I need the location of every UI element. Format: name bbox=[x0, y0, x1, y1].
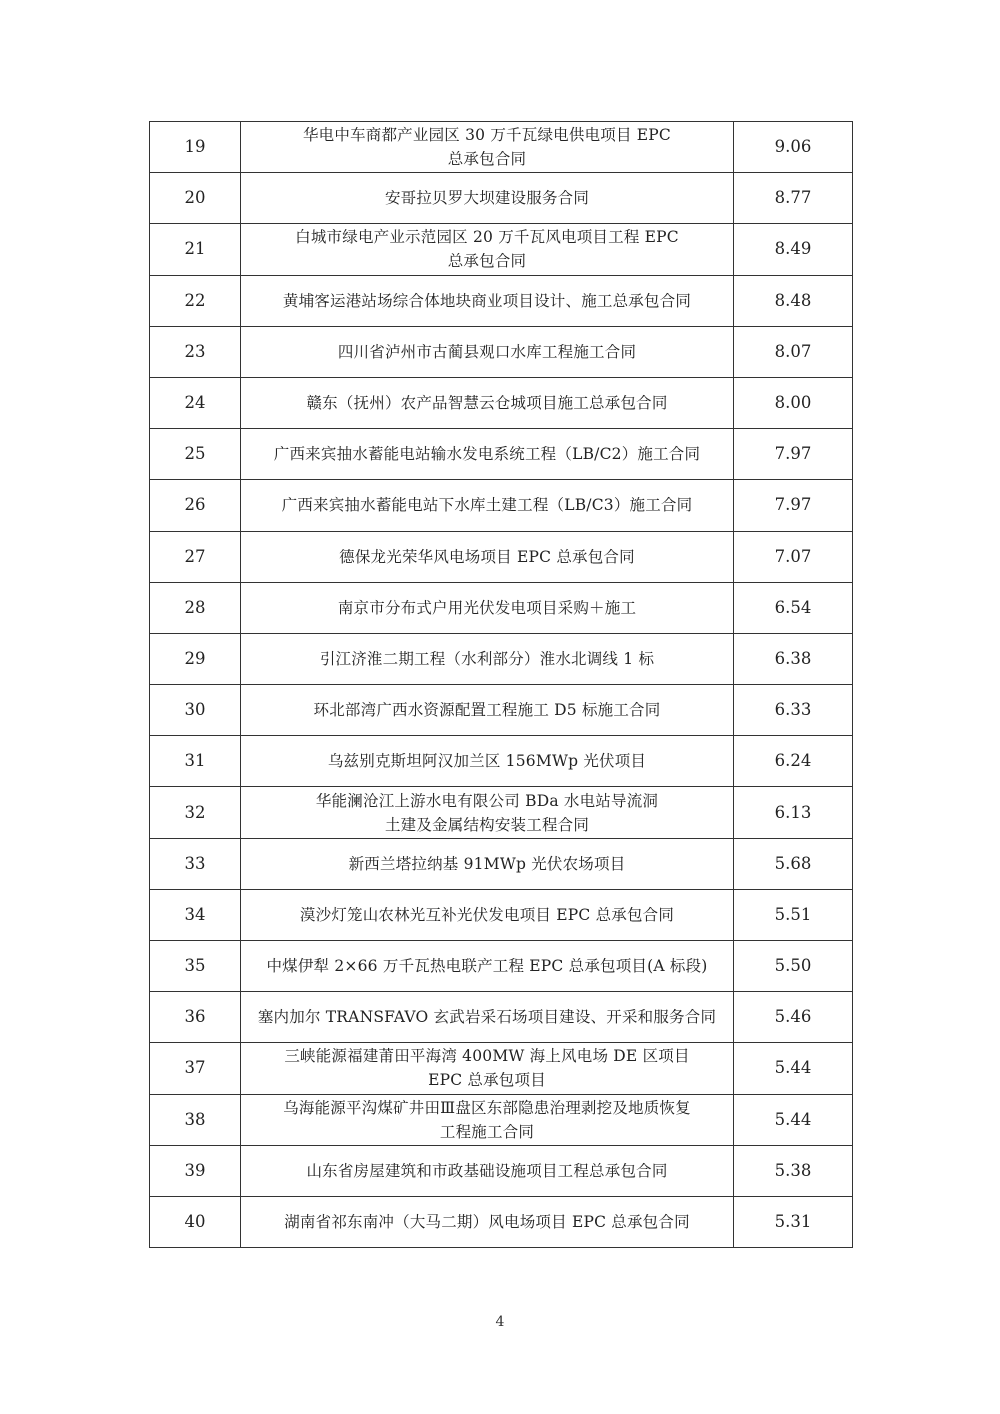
table-row bbox=[150, 173, 853, 224]
contract-amount-cell: 9.06 bbox=[734, 122, 853, 173]
contract-name-cell: 安哥拉贝罗大坝建设服务合同 bbox=[241, 173, 734, 224]
contract-amount-cell: 6.33 bbox=[734, 685, 853, 736]
contract-name-cell: 华能澜沧江上游水电有限公司 BDa 水电站导流洞 土建及金属结构安装工程合同 bbox=[241, 787, 734, 838]
row-number-cell: 38 bbox=[150, 1094, 241, 1145]
contract-amount-cell: 8.07 bbox=[734, 326, 853, 377]
row-number-cell: 25 bbox=[150, 429, 241, 480]
table-row bbox=[150, 633, 853, 684]
row-number-cell: 27 bbox=[150, 531, 241, 582]
contract-amount-cell: 8.48 bbox=[734, 275, 853, 326]
row-number-cell: 23 bbox=[150, 326, 241, 377]
row-number-cell: 34 bbox=[150, 889, 241, 940]
contract-amount-cell: 7.97 bbox=[734, 480, 853, 531]
row-number-cell: 37 bbox=[150, 1043, 241, 1094]
contract-amount-cell: 6.54 bbox=[734, 582, 853, 633]
contract-name-cell: 漠沙灯笼山农林光互补光伏发电项目 EPC 总承包合同 bbox=[241, 889, 734, 940]
contract-name-cell: 三峡能源福建莆田平海湾 400MW 海上风电场 DE 区项目 EPC 总承包项目 bbox=[241, 1043, 734, 1094]
contract-name-cell: 华电中车商都产业园区 30 万千瓦绿电供电项目 EPC 总承包合同 bbox=[241, 122, 734, 173]
table-row bbox=[150, 1145, 853, 1196]
contract-amount-cell: 7.07 bbox=[734, 531, 853, 582]
row-number-cell: 31 bbox=[150, 736, 241, 787]
table-row bbox=[150, 1196, 853, 1247]
contract-name-cell: 引江济淮二期工程（水利部分）淮水北调线 1 标 bbox=[241, 633, 734, 684]
table-row bbox=[150, 122, 853, 173]
table-row bbox=[150, 326, 853, 377]
contract-name-cell: 塞内加尔 TRANSFAVO 玄武岩采石场项目建设、开采和服务合同 bbox=[241, 992, 734, 1043]
table-row bbox=[150, 941, 853, 992]
row-number-cell: 19 bbox=[150, 122, 241, 173]
contract-name-cell: 南京市分布式户用光伏发电项目采购＋施工 bbox=[241, 582, 734, 633]
table-row bbox=[150, 429, 853, 480]
table-row bbox=[150, 992, 853, 1043]
contract-amount-cell: 5.31 bbox=[734, 1196, 853, 1247]
contract-amount-cell: 6.24 bbox=[734, 736, 853, 787]
row-number-cell: 29 bbox=[150, 633, 241, 684]
contract-amount-cell: 5.44 bbox=[734, 1043, 853, 1094]
table-row bbox=[150, 889, 853, 940]
row-number-cell: 32 bbox=[150, 787, 241, 838]
contract-name-cell: 乌兹别克斯坦阿汉加兰区 156MWp 光伏项目 bbox=[241, 736, 734, 787]
contract-amount-cell: 8.49 bbox=[734, 224, 853, 275]
row-number-cell: 21 bbox=[150, 224, 241, 275]
page-number: 4 bbox=[495, 1314, 505, 1330]
contract-amount-cell: 5.51 bbox=[734, 889, 853, 940]
table-row bbox=[150, 1043, 853, 1094]
table-row bbox=[150, 224, 853, 275]
row-number-cell: 28 bbox=[150, 582, 241, 633]
table-row bbox=[150, 377, 853, 428]
row-number-cell: 30 bbox=[150, 685, 241, 736]
row-number-cell: 35 bbox=[150, 941, 241, 992]
contract-name-cell: 山东省房屋建筑和市政基础设施项目工程总承包合同 bbox=[241, 1145, 734, 1196]
contract-amount-cell: 5.44 bbox=[734, 1094, 853, 1145]
contract-name-cell: 白城市绿电产业示范园区 20 万千瓦风电项目工程 EPC 总承包合同 bbox=[241, 224, 734, 275]
contract-amount-cell: 5.68 bbox=[734, 838, 853, 889]
table-row bbox=[150, 736, 853, 787]
table-row bbox=[150, 787, 853, 838]
row-number-cell: 33 bbox=[150, 838, 241, 889]
contract-name-cell: 环北部湾广西水资源配置工程施工 D5 标施工合同 bbox=[241, 685, 734, 736]
contract-amount-cell: 5.46 bbox=[734, 992, 853, 1043]
contract-name-cell: 乌海能源平沟煤矿井田Ⅲ盘区东部隐患治理剥挖及地质恢复 工程施工合同 bbox=[241, 1094, 734, 1145]
contract-amount-cell: 8.77 bbox=[734, 173, 853, 224]
contract-amount-cell: 6.13 bbox=[734, 787, 853, 838]
contract-amount-cell: 6.38 bbox=[734, 633, 853, 684]
table-row bbox=[150, 838, 853, 889]
contract-name-cell: 湖南省祁东南冲（大马二期）风电场项目 EPC 总承包合同 bbox=[241, 1196, 734, 1247]
contract-name-cell: 黄埔客运港站场综合体地块商业项目设计、施工总承包合同 bbox=[241, 275, 734, 326]
contract-amount-cell: 7.97 bbox=[734, 429, 853, 480]
contract-name-cell: 四川省泸州市古蔺县观口水库工程施工合同 bbox=[241, 326, 734, 377]
table-row bbox=[150, 582, 853, 633]
contract-name-cell: 中煤伊犁 2×66 万千瓦热电联产工程 EPC 总承包项目(A 标段) bbox=[241, 941, 734, 992]
contract-name-cell: 广西来宾抽水蓄能电站下水库土建工程（LB/C3）施工合同 bbox=[241, 480, 734, 531]
row-number-cell: 26 bbox=[150, 480, 241, 531]
table-row bbox=[150, 275, 853, 326]
contract-amount-cell: 5.50 bbox=[734, 941, 853, 992]
row-number-cell: 40 bbox=[150, 1196, 241, 1247]
row-number-cell: 24 bbox=[150, 377, 241, 428]
contracts-table bbox=[149, 121, 853, 1248]
row-number-cell: 36 bbox=[150, 992, 241, 1043]
row-number-cell: 22 bbox=[150, 275, 241, 326]
contract-name-cell: 新西兰塔拉纳基 91MWp 光伏农场项目 bbox=[241, 838, 734, 889]
contracts-table-body bbox=[150, 122, 853, 1248]
contract-name-cell: 赣东（抚州）农产品智慧云仓城项目施工总承包合同 bbox=[241, 377, 734, 428]
table-row bbox=[150, 1094, 853, 1145]
table-row bbox=[150, 685, 853, 736]
contract-amount-cell: 5.38 bbox=[734, 1145, 853, 1196]
contract-name-cell: 德保龙光荣华风电场项目 EPC 总承包合同 bbox=[241, 531, 734, 582]
table-row bbox=[150, 480, 853, 531]
contract-name-cell: 广西来宾抽水蓄能电站输水发电系统工程（LB/C2）施工合同 bbox=[241, 429, 734, 480]
table-row bbox=[150, 531, 853, 582]
row-number-cell: 20 bbox=[150, 173, 241, 224]
row-number-cell: 39 bbox=[150, 1145, 241, 1196]
contract-amount-cell: 8.00 bbox=[734, 377, 853, 428]
